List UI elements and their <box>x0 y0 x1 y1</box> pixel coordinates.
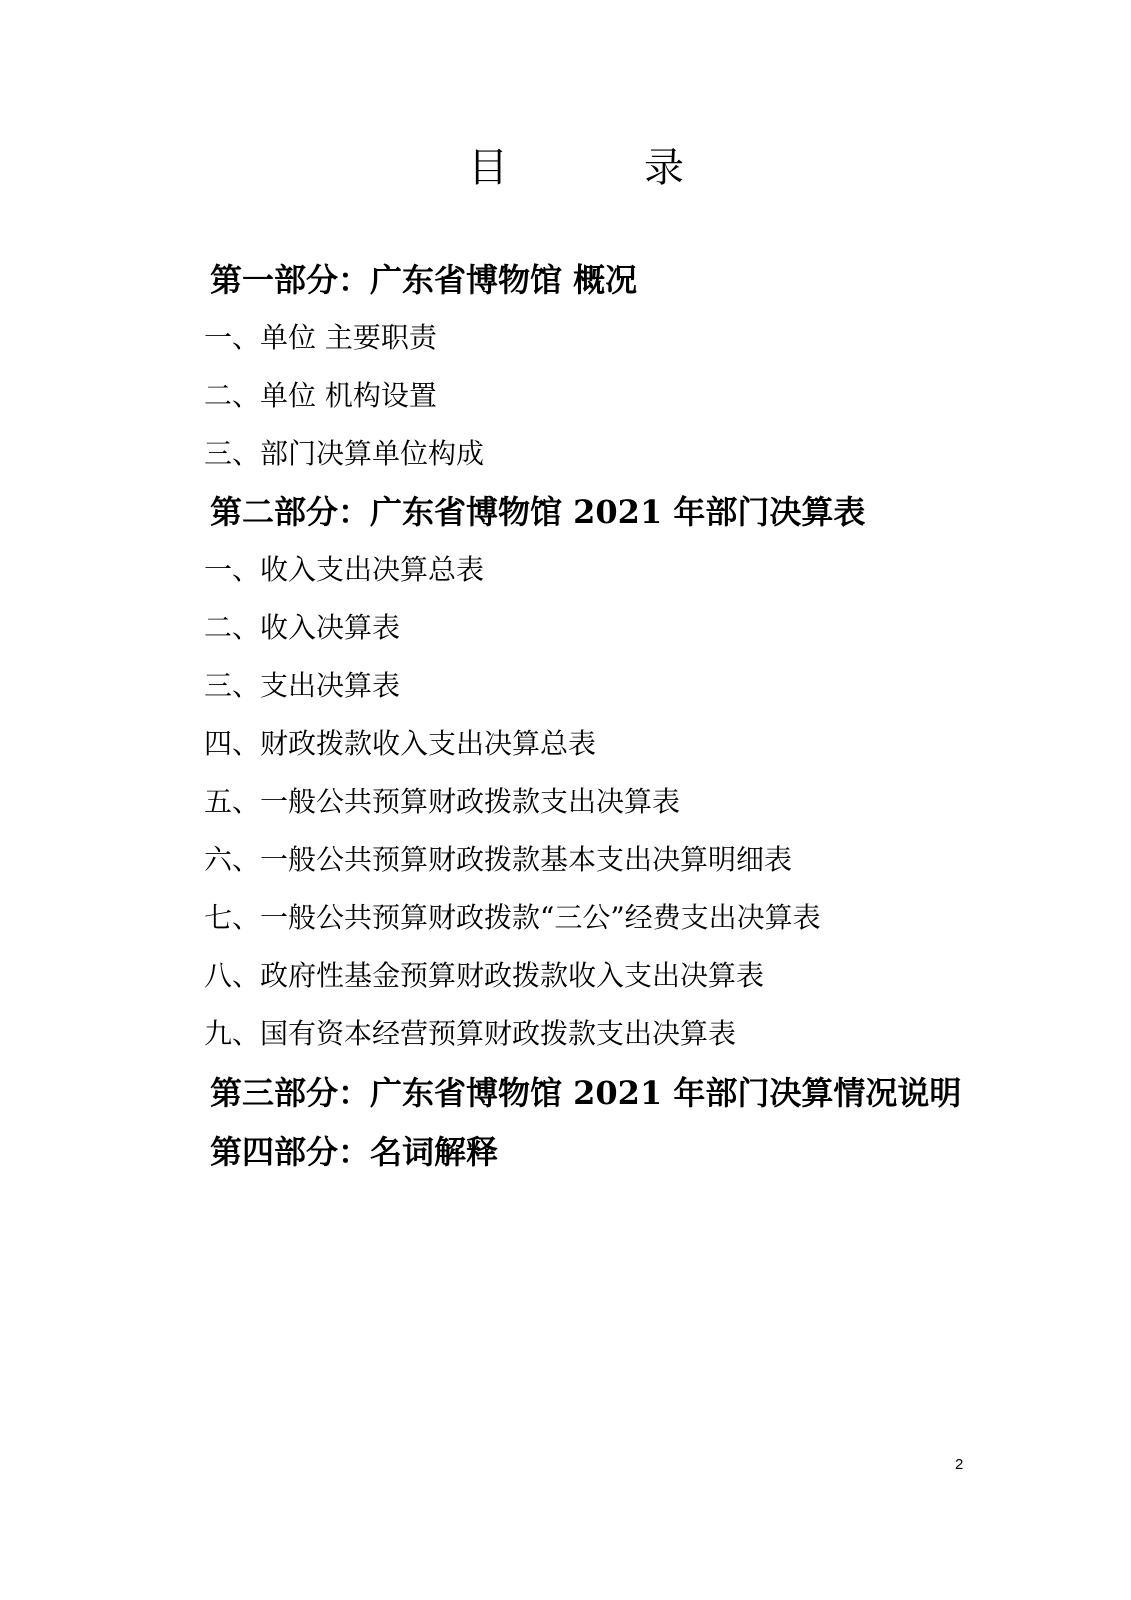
toc-item-2-1: 一、收入支出决算总表 <box>204 553 485 586</box>
page-title-char-2: 录 <box>644 145 684 191</box>
toc-item-2-5: 五、一般公共预算财政拨款支出决算表 <box>204 785 681 818</box>
toc-item-2-8: 八、政府性基金预算财政拨款收入支出决算表 <box>204 959 765 992</box>
page-title-char-1: 目 <box>468 145 508 191</box>
toc-part-4: 第四部分：名词解释 <box>210 1133 499 1171</box>
toc-part-1: 第一部分：广东省博物馆 概况 <box>210 261 638 299</box>
toc-item-1-1: 一、单位 主要职责 <box>204 321 437 354</box>
toc-item-2-6: 六、一般公共预算财政拨款基本支出决算明细表 <box>204 843 793 876</box>
page-number: 2 <box>955 1456 964 1473</box>
toc-item-2-4: 四、财政拨款收入支出决算总表 <box>204 727 597 760</box>
toc-item-2-2: 二、收入决算表 <box>204 611 401 644</box>
toc-part-3: 第三部分：广东省博物馆 2021 年部门决算情况说明 <box>210 1074 962 1112</box>
toc-item-2-7: 七、一般公共预算财政拨款“三公”经费支出决算表 <box>204 901 821 934</box>
toc-part-2: 第二部分：广东省博物馆 2021 年部门决算表 <box>210 493 866 531</box>
toc-item-1-3: 三、部门决算单位构成 <box>204 437 485 470</box>
toc-item-2-9: 九、国有资本经营预算财政拨款支出决算表 <box>204 1017 737 1050</box>
toc-item-1-2: 二、单位 机构设置 <box>204 379 437 412</box>
toc-item-2-3: 三、支出决算表 <box>204 669 401 702</box>
